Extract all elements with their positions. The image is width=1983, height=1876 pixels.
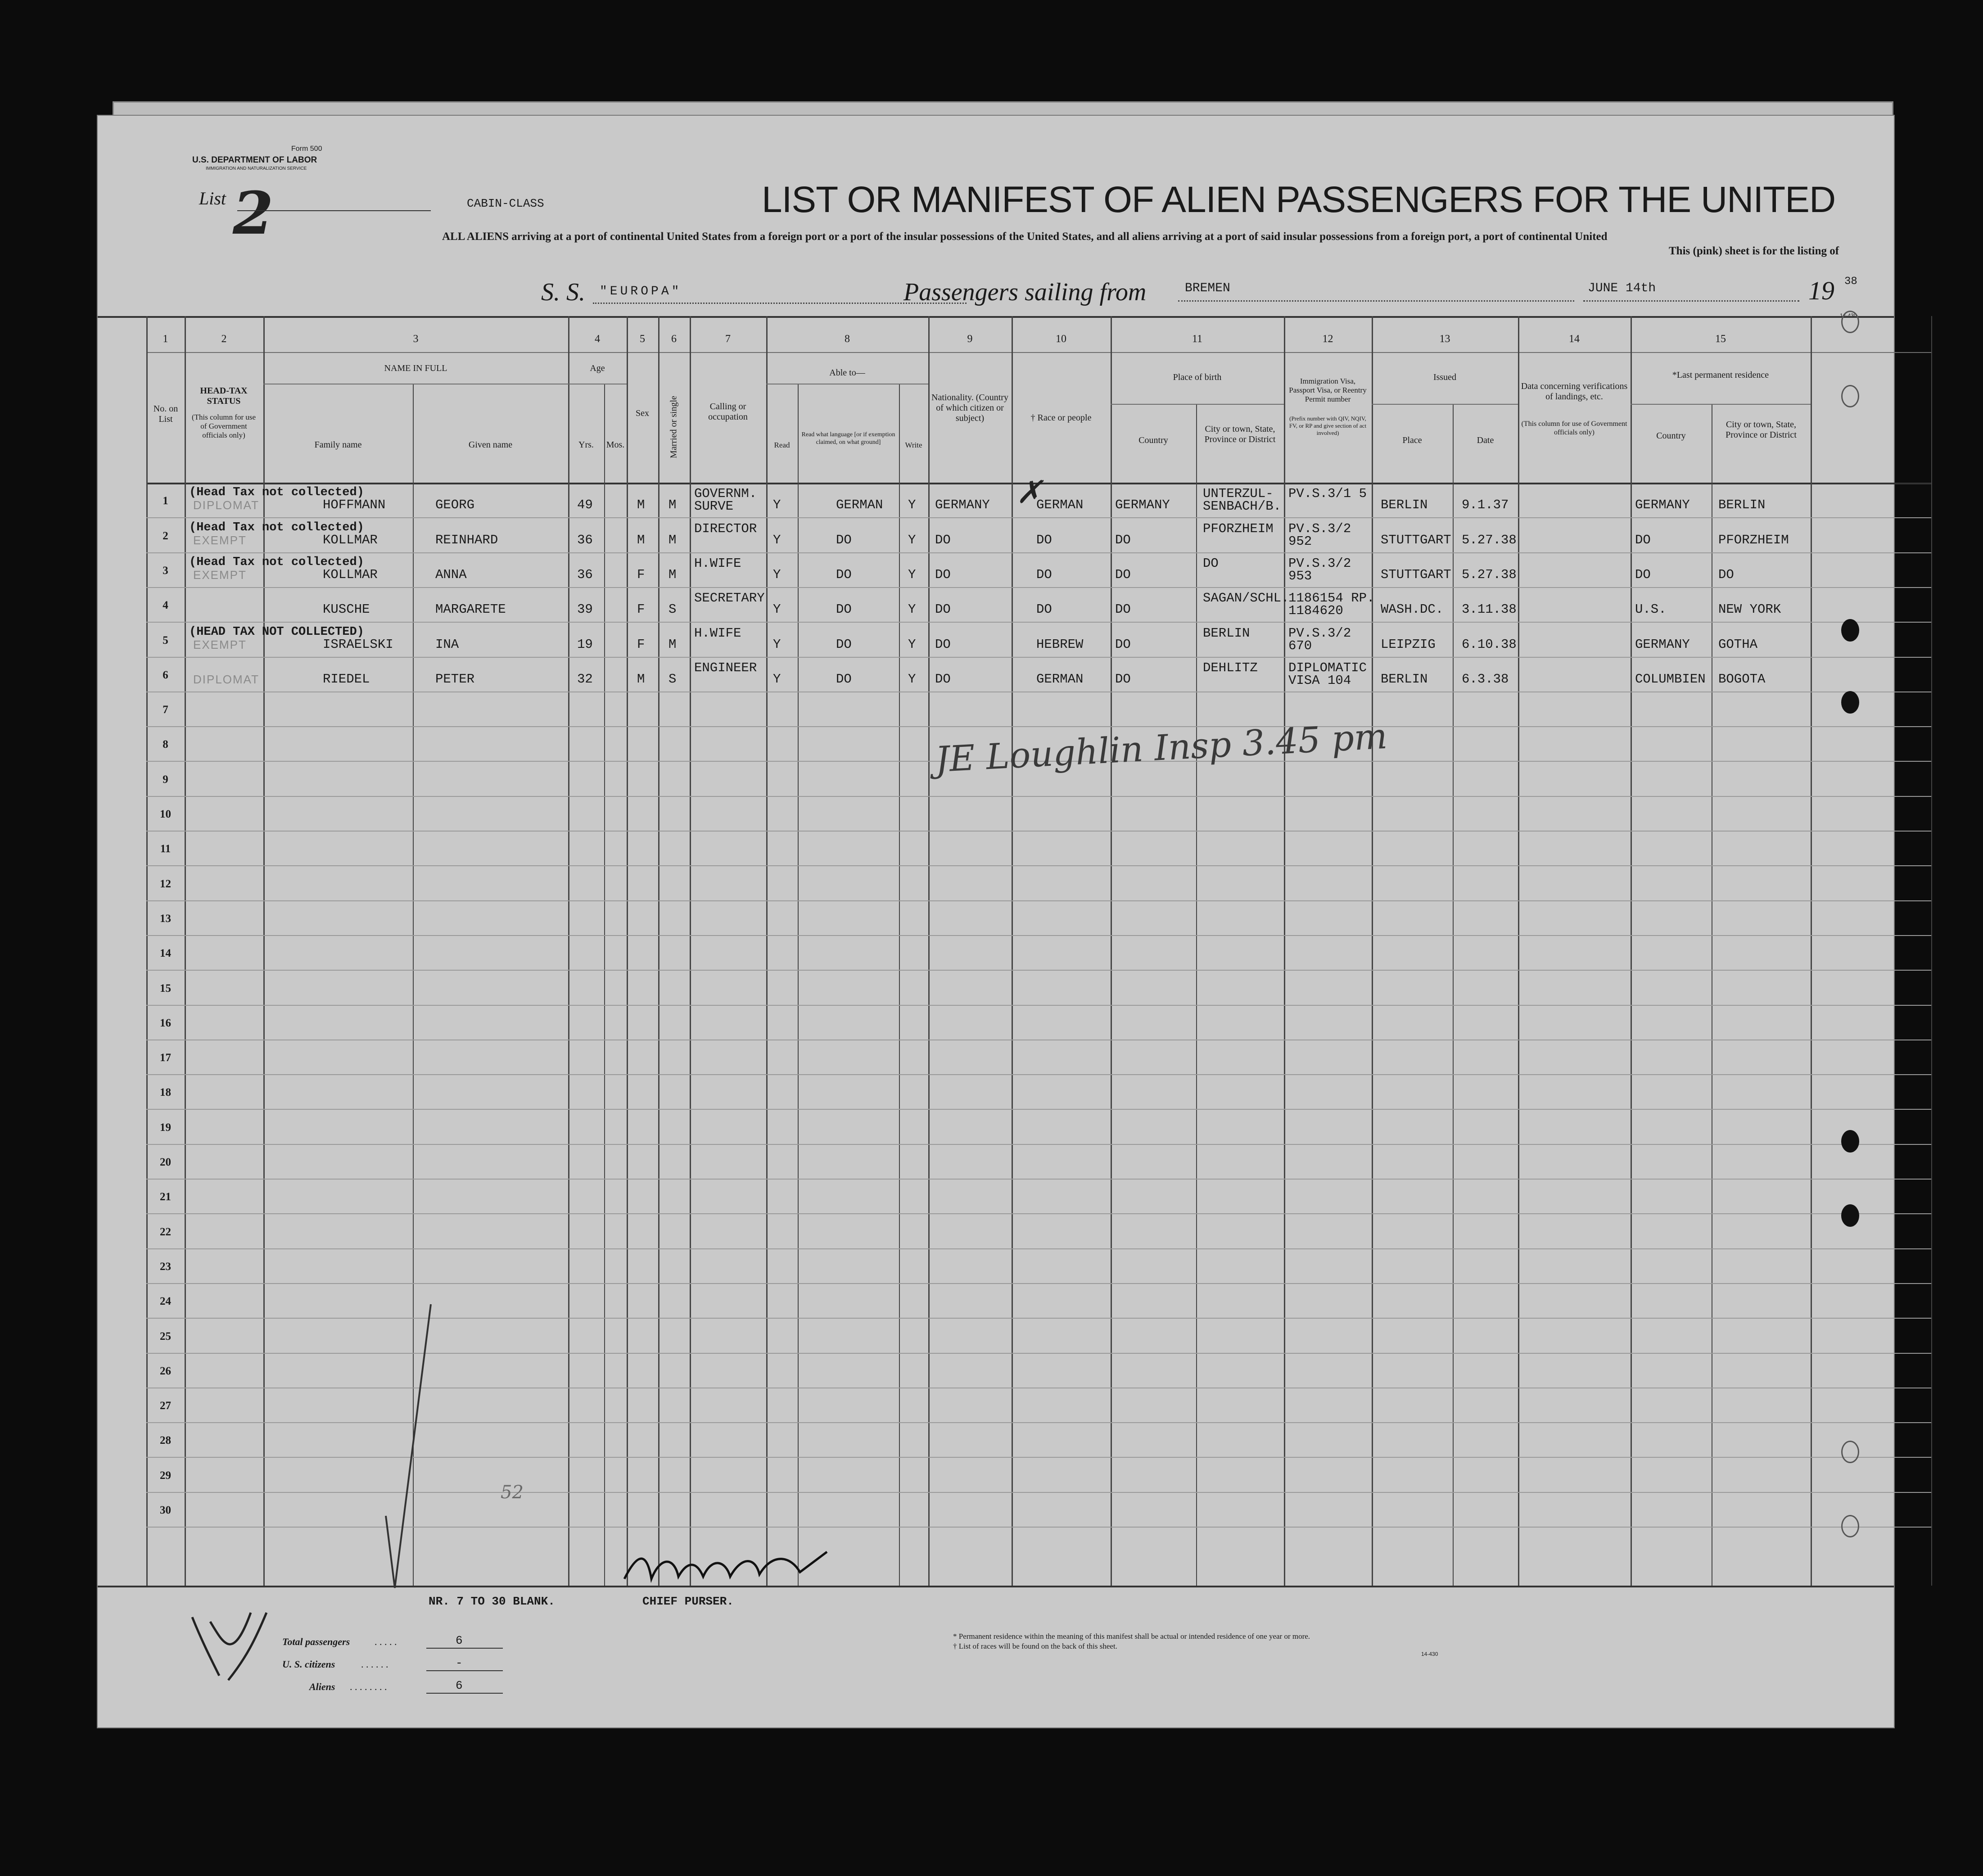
col-line bbox=[899, 384, 900, 1586]
margin-mark bbox=[183, 1604, 273, 1685]
read-language: DO bbox=[836, 533, 852, 547]
hdr-res-city: City or town, State, Province or District bbox=[1726, 420, 1797, 440]
residence-country: GERMANY bbox=[1635, 497, 1690, 512]
row-number: 1 bbox=[163, 495, 168, 507]
issued-date: 3.11.38 bbox=[1462, 602, 1517, 617]
us-citizens-label: U. S. citizens bbox=[282, 1659, 335, 1670]
row-rule bbox=[146, 1283, 1931, 1284]
row-number: 15 bbox=[160, 982, 171, 995]
manifest-sheet bbox=[97, 115, 1895, 1728]
head-tax-stamp: EXEMPT bbox=[193, 638, 247, 651]
row-number: 5 bbox=[163, 634, 168, 646]
row-number: 17 bbox=[160, 1052, 171, 1064]
table-top-rule bbox=[98, 316, 1894, 318]
chief-purser: CHIEF PURSER. bbox=[642, 1595, 734, 1608]
sex: F bbox=[637, 637, 645, 652]
row-number: 23 bbox=[160, 1261, 171, 1273]
hdr-issued-place: Place bbox=[1402, 435, 1422, 445]
family-name: KOLLMAR bbox=[323, 533, 378, 547]
hdr-res-country: Country bbox=[1656, 431, 1686, 441]
col-line bbox=[690, 316, 691, 1586]
occupation: ENGINEER bbox=[694, 660, 757, 675]
sex: M bbox=[637, 533, 645, 547]
us-citizens: - bbox=[456, 1656, 463, 1670]
residence-country: GERMANY bbox=[1635, 637, 1690, 652]
row-rule bbox=[146, 900, 1931, 901]
col-number: 14 bbox=[1569, 333, 1580, 345]
marital-status: M bbox=[669, 497, 677, 512]
col-line bbox=[1196, 404, 1197, 1586]
hdr-name-in-full: NAME IN FULL bbox=[384, 363, 447, 373]
row-rule bbox=[146, 935, 1931, 936]
hdr-verification: Data concerning verifications of landings, etc. bbox=[1521, 381, 1628, 402]
can-read: Y bbox=[773, 567, 781, 582]
birth-city: DEHLITZ bbox=[1203, 660, 1258, 675]
marital-status: S bbox=[669, 602, 677, 617]
residence-city: BOGOTA bbox=[1718, 672, 1766, 687]
row-rule bbox=[146, 1248, 1931, 1249]
nationality: DO bbox=[935, 672, 951, 687]
row-rule bbox=[146, 517, 1931, 518]
birth-city: UNTERZUL- SENBACH/B. bbox=[1203, 486, 1282, 514]
given-name: MARGARETE bbox=[435, 602, 506, 617]
col-line bbox=[1811, 316, 1812, 1586]
given-name: GEORG bbox=[435, 497, 475, 512]
can-write: Y bbox=[908, 497, 916, 512]
hdr-write: Write bbox=[905, 441, 922, 449]
col-number: 15 bbox=[1715, 333, 1726, 345]
binding-hole bbox=[1841, 311, 1859, 333]
col-line bbox=[604, 384, 605, 1586]
birth-country: DO bbox=[1115, 533, 1131, 547]
can-write: Y bbox=[908, 672, 916, 687]
read-language: DO bbox=[836, 672, 852, 687]
col-number: 1 bbox=[163, 333, 168, 345]
footnote-2: † List of races will be found on the back of this sheet. bbox=[953, 1642, 1117, 1650]
row-number: 30 bbox=[160, 1504, 171, 1516]
race: DO bbox=[1036, 567, 1052, 582]
birth-city: BERLIN bbox=[1203, 626, 1250, 641]
occupation: H.WIFE bbox=[694, 626, 741, 641]
row-rule bbox=[146, 1213, 1931, 1214]
residence-city: DO bbox=[1718, 567, 1734, 582]
issued-date: 5.27.38 bbox=[1462, 567, 1517, 582]
tally-mark bbox=[377, 1300, 440, 1624]
total-underline bbox=[426, 1648, 503, 1649]
residence-country: DO bbox=[1635, 567, 1651, 582]
residence-country: U.S. bbox=[1635, 602, 1667, 617]
row-number: 7 bbox=[163, 704, 168, 716]
service: IMMIGRATION AND NATURALIZATION SERVICE bbox=[206, 166, 307, 171]
col-number: 2 bbox=[221, 333, 227, 345]
row-number: 13 bbox=[160, 913, 171, 925]
residence-country: DO bbox=[1635, 533, 1651, 547]
can-write: Y bbox=[908, 637, 916, 652]
row-rule bbox=[146, 622, 1931, 623]
sex: M bbox=[637, 672, 645, 687]
page-stamp: 52 bbox=[501, 1482, 524, 1503]
hdr-head-tax-note: (This column for use of Government officials only) bbox=[191, 413, 256, 439]
department: U.S. DEPARTMENT OF LABOR bbox=[192, 155, 317, 165]
issued-place: WASH.DC. bbox=[1381, 602, 1444, 617]
total-passengers-label: Total passengers bbox=[282, 1636, 350, 1647]
subheader-rule bbox=[1111, 404, 1284, 405]
col-number: 7 bbox=[725, 333, 731, 345]
col-number: 8 bbox=[845, 333, 850, 345]
head-tax-stamp: EXEMPT bbox=[193, 568, 247, 582]
top-code: 14-430 bbox=[1840, 312, 1857, 319]
row-rule bbox=[146, 1179, 1931, 1180]
race: GERMAN bbox=[1036, 672, 1084, 687]
row-rule bbox=[146, 1074, 1931, 1075]
binding-hole bbox=[1841, 1441, 1859, 1463]
row-rule bbox=[146, 970, 1931, 971]
row-number: 6 bbox=[163, 669, 168, 681]
col-line bbox=[1372, 316, 1373, 1586]
col-number: 9 bbox=[967, 333, 973, 345]
age-years: 36 bbox=[577, 567, 593, 582]
can-read: Y bbox=[773, 497, 781, 512]
age-years: 36 bbox=[577, 533, 593, 547]
can-read: Y bbox=[773, 533, 781, 547]
sex: F bbox=[637, 567, 645, 582]
row-number: 28 bbox=[160, 1434, 171, 1447]
inspector-note: JE Loughlin Insp 3.45 pm bbox=[934, 716, 1388, 781]
residence-city: NEW YORK bbox=[1718, 602, 1781, 617]
visa-number: DIPLOMATIC VISA 104 bbox=[1288, 660, 1367, 688]
footer-code: 14-430 bbox=[1421, 1651, 1438, 1657]
col-line bbox=[627, 316, 628, 1586]
aliens-label: Aliens bbox=[309, 1681, 335, 1692]
row-number: 29 bbox=[160, 1469, 171, 1482]
race: HEBREW bbox=[1036, 637, 1084, 652]
binding-hole bbox=[1841, 1515, 1859, 1537]
given-name: INA bbox=[435, 637, 459, 652]
nationality: GERMANY bbox=[935, 497, 990, 512]
col-line bbox=[1012, 316, 1013, 1586]
race: DO bbox=[1036, 533, 1052, 547]
subheader-rule bbox=[1372, 404, 1518, 405]
occupation: DIRECTOR bbox=[694, 521, 757, 536]
row-number: 12 bbox=[160, 878, 171, 890]
row-number: 22 bbox=[160, 1226, 171, 1238]
row-number: 2 bbox=[163, 530, 168, 542]
hdr-sex: Sex bbox=[636, 408, 649, 418]
issued-date: 6.3.38 bbox=[1462, 672, 1509, 687]
row-number: 26 bbox=[160, 1365, 171, 1377]
hdr-residence: *Last permanent residence bbox=[1672, 370, 1769, 380]
head-tax-stamp: DIPLOMAT bbox=[193, 498, 259, 512]
total-passengers: 6 bbox=[456, 1634, 463, 1647]
birth-city: SAGAN/SCHL. bbox=[1203, 591, 1289, 606]
hdr-race: † Race or people bbox=[1030, 413, 1092, 423]
hdr-yrs: Yrs. bbox=[578, 440, 594, 450]
dots: . . . . . . . . bbox=[350, 1681, 387, 1692]
visa-number: PV.S.3/2 953 bbox=[1288, 556, 1351, 583]
col-line bbox=[185, 316, 186, 1586]
read-language: DO bbox=[836, 567, 852, 582]
given-name: ANNA bbox=[435, 567, 467, 582]
head-tax-status: (Head Tax not collected) bbox=[189, 486, 364, 499]
head-tax-stamp: DIPLOMAT bbox=[193, 673, 259, 686]
family-name: KOLLMAR bbox=[323, 567, 378, 582]
head-tax-status: (HEAD TAX NOT COLLECTED) bbox=[189, 625, 364, 639]
row-rule bbox=[146, 657, 1931, 658]
residence-city: PFORZHEIM bbox=[1718, 533, 1789, 547]
residence-city: GOTHA bbox=[1718, 637, 1758, 652]
col-line bbox=[1518, 316, 1519, 1586]
row-rule bbox=[146, 1005, 1931, 1006]
can-read: Y bbox=[773, 672, 781, 687]
can-read: Y bbox=[773, 602, 781, 617]
col-line bbox=[263, 316, 265, 1586]
port: BREMEN bbox=[1185, 281, 1230, 295]
issued-date: 6.10.38 bbox=[1462, 637, 1517, 652]
head-tax-status: (Head Tax not collected) bbox=[189, 556, 364, 569]
binding-hole bbox=[1841, 691, 1859, 714]
age-years: 49 bbox=[577, 497, 593, 512]
row-number: 16 bbox=[160, 1017, 171, 1029]
hdr-read: Read bbox=[774, 441, 790, 449]
birth-country: DO bbox=[1115, 672, 1131, 687]
hdr-age: Age bbox=[590, 363, 605, 373]
row-number: 27 bbox=[160, 1400, 171, 1412]
race: GERMAN bbox=[1036, 497, 1084, 512]
hdr-issued: Issued bbox=[1433, 372, 1457, 382]
issued-place: LEIPZIG bbox=[1381, 637, 1436, 652]
marital-status: M bbox=[669, 533, 677, 547]
can-write: Y bbox=[908, 567, 916, 582]
visa-number: PV.S.3/2 952 bbox=[1288, 521, 1351, 549]
binding-hole bbox=[1841, 1130, 1859, 1153]
subtitle-2: This (pink) sheet is for the listing of bbox=[1669, 245, 1839, 257]
hdr-given-name: Given name bbox=[468, 440, 513, 450]
row-rule bbox=[146, 865, 1931, 866]
col-line bbox=[1631, 316, 1632, 1586]
dots: . . . . . . bbox=[361, 1659, 388, 1670]
col-line bbox=[658, 316, 659, 1586]
cabin-class: CABIN-CLASS bbox=[467, 197, 544, 210]
hdr-family-name: Family name bbox=[314, 440, 362, 450]
can-read: Y bbox=[773, 637, 781, 652]
hdr-head-tax: HEAD-TAX STATUS bbox=[200, 386, 248, 406]
col-number: 12 bbox=[1322, 333, 1333, 345]
can-write: Y bbox=[908, 602, 916, 617]
checkmark-x: ✗ bbox=[1016, 474, 1043, 511]
col-number: 13 bbox=[1439, 333, 1450, 345]
head-tax-stamp: EXEMPT bbox=[193, 533, 247, 547]
sailing-date: JUNE 14th bbox=[1588, 281, 1656, 295]
hdr-able-to: Able to— bbox=[829, 368, 865, 378]
list-label: List bbox=[199, 188, 226, 208]
birth-country: DO bbox=[1115, 602, 1131, 617]
given-name: REINHARD bbox=[435, 533, 498, 547]
subtitle-1: ALL ALIENS arriving at a port of continental United States from a foreign port or a port of the insular possessions of the United States, and all aliens arriving at a port of said insular possessions from a foreign port, a port of continental United bbox=[442, 231, 1608, 243]
issued-place: BERLIN bbox=[1381, 497, 1428, 512]
footnote-1: * Permanent residence within the meaning of this manifest shall be actual or intended residence of one year or more. bbox=[953, 1632, 1310, 1641]
birth-country: GERMANY bbox=[1115, 497, 1170, 512]
sailing-label: Passengers sailing from bbox=[903, 278, 1147, 306]
col-line bbox=[1931, 316, 1932, 1586]
residence-country: COLUMBIEN bbox=[1635, 672, 1706, 687]
row-number: 20 bbox=[160, 1156, 171, 1168]
family-name: ISRAELSKI bbox=[323, 637, 393, 652]
form-number: Form 500 bbox=[291, 145, 322, 153]
occupation: SECRETARY bbox=[694, 591, 765, 606]
row-number: 8 bbox=[163, 738, 168, 750]
visa-number: PV.S.3/2 670 bbox=[1288, 626, 1351, 653]
col-number: 3 bbox=[413, 333, 419, 345]
col-line bbox=[798, 384, 799, 1586]
head-tax-status: (Head Tax not collected) bbox=[189, 521, 364, 534]
col-line bbox=[928, 316, 930, 1586]
hdr-nationality: Nationality. (Country of which citizen or subject) bbox=[931, 393, 1008, 423]
year-prefix: 19 bbox=[1808, 276, 1834, 305]
row-number: 10 bbox=[160, 808, 171, 820]
hdr-birth-city: City or town, State, Province or District bbox=[1204, 424, 1276, 444]
birth-city: DO bbox=[1203, 556, 1219, 571]
year-suffix: 38 bbox=[1844, 276, 1857, 288]
purser-signature bbox=[620, 1543, 831, 1588]
row-rule bbox=[146, 1144, 1931, 1145]
row-rule bbox=[146, 1109, 1931, 1110]
list-number: 2 bbox=[233, 179, 274, 248]
row-number: 24 bbox=[160, 1295, 171, 1307]
residence-city: BERLIN bbox=[1718, 497, 1766, 512]
hdr-mos: Mos. bbox=[606, 440, 625, 450]
col-number: 5 bbox=[640, 333, 645, 345]
row-number: 14 bbox=[160, 947, 171, 959]
hdr-calling: Calling or occupation bbox=[708, 402, 748, 422]
family-name: RIEDEL bbox=[323, 672, 370, 687]
hdr-no-on-list: No. on List bbox=[153, 404, 178, 424]
hdr-birth-country: Country bbox=[1138, 435, 1168, 445]
nationality: DO bbox=[935, 637, 951, 652]
hdr-visa: Immigration Visa, Passport Visa, or Reentry Permit number bbox=[1289, 377, 1367, 403]
row-number: 19 bbox=[160, 1121, 171, 1134]
hdr-married: Married or single bbox=[669, 396, 679, 458]
nationality: DO bbox=[935, 567, 951, 582]
hdr-place-of-birth: Place of birth bbox=[1173, 372, 1222, 382]
issued-place: BERLIN bbox=[1381, 672, 1428, 687]
ship-name: "EUROPA" bbox=[600, 285, 682, 298]
col-line bbox=[1453, 404, 1454, 1586]
issued-date: 5.27.38 bbox=[1462, 533, 1517, 547]
aliens-underline bbox=[426, 1693, 503, 1694]
marital-status: S bbox=[669, 672, 677, 687]
row-number: 9 bbox=[163, 773, 168, 786]
row-number: 18 bbox=[160, 1086, 171, 1098]
col-line bbox=[568, 316, 569, 1586]
table-bottom-rule bbox=[98, 1586, 1894, 1587]
date-underline bbox=[1583, 300, 1799, 302]
ss-label: S. S. bbox=[541, 278, 585, 306]
row-rule bbox=[146, 726, 1931, 727]
marital-status: M bbox=[669, 567, 677, 582]
subheader-rule bbox=[1631, 404, 1811, 405]
col-line bbox=[1111, 316, 1112, 1586]
row-number: 25 bbox=[160, 1330, 171, 1343]
citizens-underline bbox=[426, 1670, 503, 1671]
birth-country: DO bbox=[1115, 637, 1131, 652]
port-underline bbox=[1178, 300, 1574, 302]
issued-place: STUTTGART bbox=[1381, 533, 1451, 547]
colnum-rule bbox=[146, 352, 1931, 353]
binding-hole bbox=[1841, 619, 1859, 642]
nationality: DO bbox=[935, 602, 951, 617]
occupation: GOVERNM. SURVE bbox=[694, 486, 757, 514]
race: DO bbox=[1036, 602, 1052, 617]
binding-hole bbox=[1841, 385, 1859, 407]
age-years: 19 bbox=[577, 637, 593, 652]
given-name: PETER bbox=[435, 672, 475, 687]
age-years: 32 bbox=[577, 672, 593, 687]
age-years: 39 bbox=[577, 602, 593, 617]
manifest-title: LIST OR MANIFEST OF ALIEN PASSENGERS FOR THE UNITED bbox=[762, 179, 1836, 220]
read-language: GERMAN bbox=[836, 497, 883, 512]
read-language: DO bbox=[836, 637, 852, 652]
row-rule bbox=[146, 831, 1931, 832]
visa-number: PV.S.3/1 5 bbox=[1288, 486, 1367, 501]
aliens: 6 bbox=[456, 1679, 463, 1692]
row-number: 3 bbox=[163, 565, 168, 577]
sex: F bbox=[637, 602, 645, 617]
row-number: 21 bbox=[160, 1191, 171, 1203]
issued-place: STUTTGART bbox=[1381, 567, 1451, 582]
col-number: 10 bbox=[1056, 333, 1066, 345]
dots: . . . . . bbox=[375, 1636, 397, 1647]
row-rule bbox=[146, 796, 1931, 797]
row-rule bbox=[146, 587, 1931, 588]
family-name: KUSCHE bbox=[323, 602, 370, 617]
col-number: 6 bbox=[671, 333, 677, 345]
row-number: 11 bbox=[160, 843, 171, 855]
birth-city: PFORZHEIM bbox=[1203, 521, 1274, 536]
row-rule bbox=[146, 552, 1931, 553]
nationality: DO bbox=[935, 533, 951, 547]
issued-date: 9.1.37 bbox=[1462, 497, 1509, 512]
row-number: 4 bbox=[163, 599, 168, 611]
binding-hole bbox=[1841, 1204, 1859, 1227]
marital-status: M bbox=[669, 637, 677, 652]
list-underline bbox=[237, 210, 431, 211]
col-number: 11 bbox=[1192, 333, 1203, 345]
occupation: H.WIFE bbox=[694, 556, 741, 571]
read-language: DO bbox=[836, 602, 852, 617]
birth-country: DO bbox=[1115, 567, 1131, 582]
visa-number: 1186154 RP. 1184620 bbox=[1288, 591, 1375, 618]
family-name: HOFFMANN bbox=[323, 497, 386, 512]
col-number: 4 bbox=[595, 333, 600, 345]
hdr-verification-note: (This column for use of Government officials only) bbox=[1521, 420, 1627, 436]
hdr-issued-date: Date bbox=[1477, 435, 1494, 445]
hdr-read-language: Read what language [or if exemption claimed, on what ground] bbox=[801, 431, 895, 446]
blank-note: NR. 7 TO 30 BLANK. bbox=[429, 1595, 555, 1608]
can-write: Y bbox=[908, 533, 916, 547]
sex: M bbox=[637, 497, 645, 512]
hdr-visa-note: (Prefix number with QIV, NQIV, FV, or RP and give section of act involved) bbox=[1289, 415, 1367, 436]
